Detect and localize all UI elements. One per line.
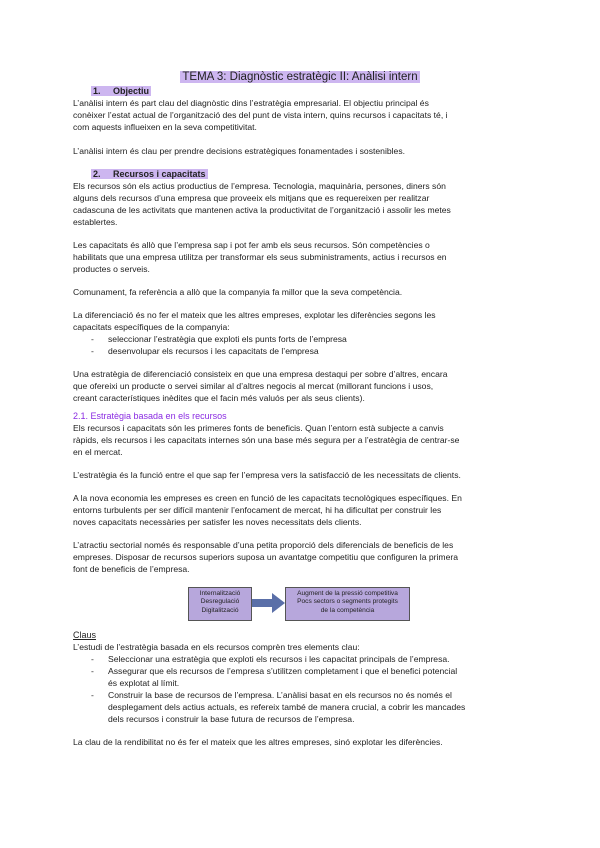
page-title-text: TEMA 3: Diagnòstic estratègic II: Anàlisi intern [182, 71, 418, 83]
claus-item-line: Seleccionar una estratègia que exploti els recursos i les capacitat principals de l’empresa. [108, 654, 450, 664]
section-2-1-paragraph-line: A la nova economia les empreses es creen en funció de les capacitats tecnològiques específiques. En [73, 493, 462, 503]
section-2-paragraph-line: productes o serveis. [73, 264, 150, 274]
bullet-dash: - [91, 346, 94, 356]
section-1-heading-text: 1. Objectiu [93, 86, 150, 96]
section-2-paragraph-line: alguns dels recursos d’una empresa que proveeix els mitjans que es requereixen per realitzar [73, 193, 430, 203]
page-title [0, 70, 600, 84]
bullet-dash: - [91, 666, 94, 676]
claus-intro: L’estudi de l’estratègia basada en els recursos comprèn tres elements clau: [73, 642, 360, 652]
section-2-paragraph-line: Una estratègia de diferenciació consisteix en que una empresa destaqui per sobre d’altres, encara [73, 369, 448, 379]
bullet-item: seleccionar l’estratègia que exploti els punts forts de l’empresa [108, 334, 347, 344]
bullet-dash: - [91, 654, 94, 664]
section-2-paragraph-line: habilitats que una empresa utilitza per transformar els seus subministraments, actius i recursos en [73, 252, 447, 262]
diagram-right-line: Pocs sectors o segments protegits [297, 598, 398, 606]
section-2-1-paragraph-line: en el mercat. [73, 447, 123, 457]
section-2-1-paragraph-line: noves capacitats necessàries per satisfer les noves necessitats dels clients. [73, 517, 362, 527]
claus-heading: Claus [73, 630, 97, 640]
section-2-1-paragraph-line: font de beneficis de l’empresa. [73, 564, 190, 574]
section-2-paragraph-line: Els recursos són els actius productius de l’empresa. Tecnologia, maquinària, persones, diners són [73, 181, 446, 191]
bullet-dash: - [91, 334, 94, 344]
diagram-left-line: Desregulació [200, 598, 240, 606]
section-2-1-paragraph-line: entorns turbulents per ser difícil mantenir l’enfocament de mercat, hi ha dificultat per construir les [73, 505, 442, 515]
claus-item-line: dels recursos i construir la base futura de recursos de l’empresa. [108, 714, 355, 724]
diagram-left-line: Internalització [199, 590, 241, 597]
section-2-paragraph-line: establertes. [73, 217, 118, 227]
section-1-paragraph-line: com aquests influeixen en la seva competitivitat. [73, 122, 257, 132]
section-1-paragraph-2: L’anàlisi intern és clau per prendre decisions estratègiques fonamentades i sostenibles. [73, 146, 406, 156]
section-2-1-paragraph-line: L’atractiu sectorial només és responsable d’una petita proporció dels diferencials de beneficis de les [73, 540, 454, 550]
section-1-paragraph-line: L’anàlisi intern és part clau del diagnòstic dins l’estratègia empresarial. El objectiu principal és [73, 98, 429, 108]
section-2-paragraph-line: cadascuna de les activitats que mantenen activa la productivitat de l’organització i assolir les metes [73, 205, 451, 215]
section-2-paragraph-line: La diferenciació és no fer el mateix que les altres empreses, explotar les diferències segons les [73, 310, 436, 320]
section-2-1-paragraph-2: L’estratègia és la funció entre el que sap fer l’empresa vers la satisfacció de les necessitats de clients. [73, 470, 461, 480]
bullet-item: desenvolupar els recursos i les capacitats de l’empresa [108, 346, 319, 356]
claus-item-line: Assegurar que els recursos de l’empresa s’utilitzen completament i que el benefici potencial [108, 666, 458, 676]
section-2-heading [91, 168, 208, 180]
section-2-1-paragraph-line: ràpids, els recursos i les capacitats internes són una base més segura per a l’estratègia de centrar-se [73, 435, 460, 445]
section-2-paragraph-line: creant característiques inèdites que el facin més valuós per als seus clients). [73, 393, 365, 403]
section-2-1-heading: 2.1. Estratègia basada en els recursos [73, 411, 227, 421]
claus-item-line: és explotat al límit. [108, 678, 180, 688]
diagram-box-right [285, 587, 410, 621]
section-2-1-paragraph-line: empreses. Disposar de recursos superiors suposa un avantatge competitiu que configuren la primera [73, 552, 459, 562]
diagram-right-line: Augment de la pressió competitiva [297, 590, 398, 597]
claus-item-line: desplegament dels actius actuals, es refereix també de manera crucial, a cobrir les mancades [108, 702, 466, 712]
section-2-paragraph-line: que ofereixi un producte o servei similar al d’altres negocis al mercat (millorant funcions i usos, [73, 381, 434, 391]
right-arrow-icon [252, 593, 286, 613]
diagram-right-line: de la competència [320, 606, 375, 614]
diagram-left-line: Digitalització [201, 606, 239, 614]
diagram-box-left [188, 587, 252, 621]
final-paragraph: La clau de la rendibilitat no és fer el mateix que les altres empreses, sinó explotar les diferències. [73, 737, 443, 747]
section-2-paragraph-3: Comunament, fa referència a allò que la companyia fa millor que la seva competència. [73, 287, 403, 297]
section-2-heading-text: 2. Recursos i capacitats [93, 169, 206, 179]
section-2-1-paragraph-line: Els recursos i capacitats són les primeres fonts de beneficis. Quan l’entorn està subjecte a canvis [73, 423, 444, 433]
section-2-paragraph-line: capacitats específiques de la companyia: [73, 322, 230, 332]
section-2-paragraph-line: Les capacitats és allò que l’empresa sap i pot fer amb els seus recursos. Són competències o [73, 240, 430, 250]
bullet-dash: - [91, 690, 94, 700]
section-1-paragraph-line: conèixer l’estat actual de l’organització des del punt de vista intern, quins recursos i capacitats té, i [73, 110, 448, 120]
section-1-heading [91, 85, 151, 97]
claus-item-line: Construir la base de recursos de l’empresa. L’anàlisi basat en els recursos no és només el [108, 690, 452, 700]
